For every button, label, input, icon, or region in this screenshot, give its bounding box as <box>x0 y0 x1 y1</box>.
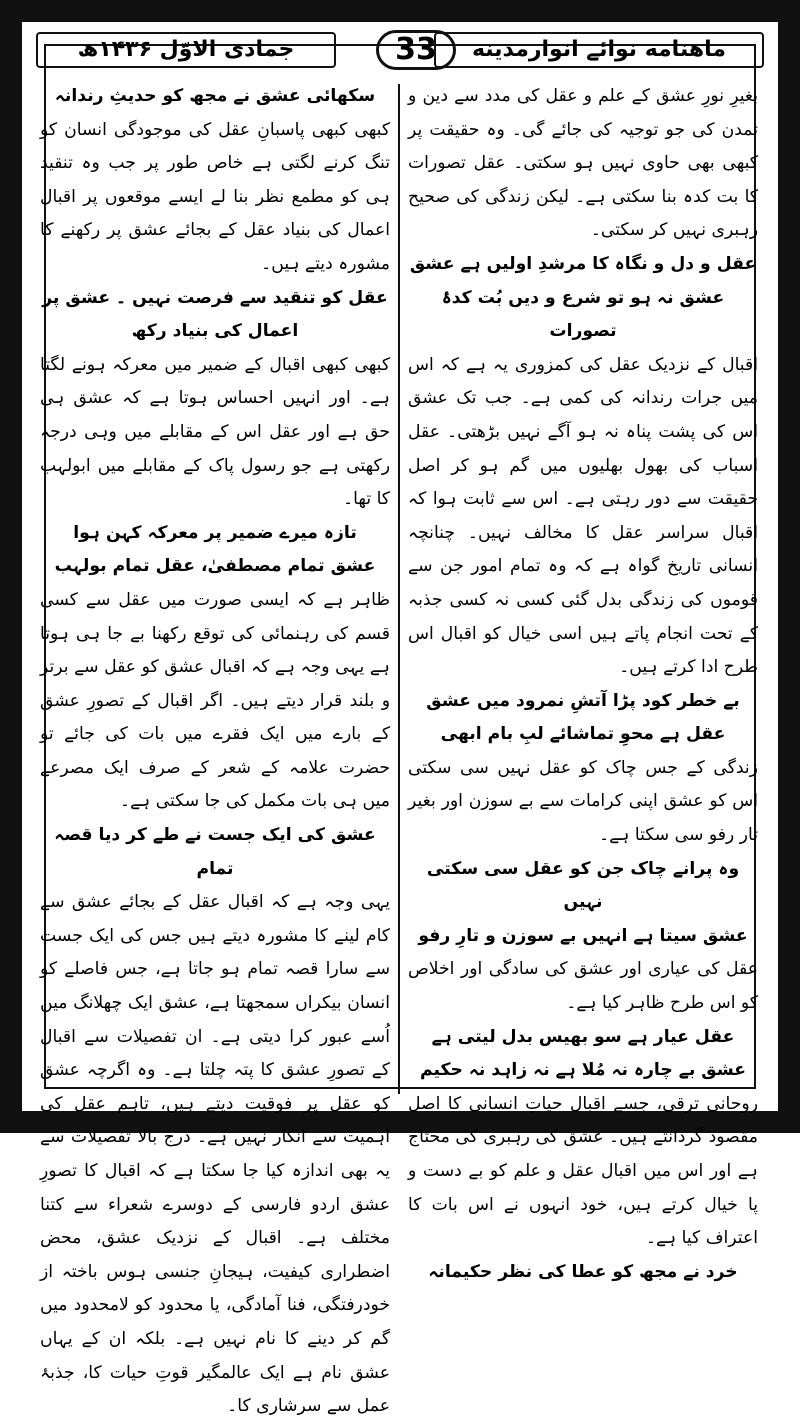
column-divider <box>398 84 400 1094</box>
verse-line: بے خطر کود پڑا آتشِ نمرود میں عشق <box>426 690 740 711</box>
page-number: 33 <box>376 30 456 70</box>
verse-line: عقل ہے محوِ تماشائے لبِ بام ابھی <box>440 724 726 745</box>
prose-paragraph: اقبال کے نزدیک عقل کی کمزوری یہ ہے کہ اس میں جرات رندانہ کی کمی ہے۔ جب تک عشق اس کی پشت پناہ نہ ہو آگے نہیں بڑھتی۔ عقل اسباب کی بھول بھلیوں میں گم ہو کر اصل حقیقت سے دور رہتی ہے۔ اس سے ثابت ہوا کہ اقبال سراسر عقل کا مخالف نہیں۔ چنانچہ انسانی تاریخ گواہ ہے کہ وہ تمام امور جن سے قوموں کی زندگی بدل گئی کسی نہ کسی جذبہ کے تحت انجام پاتے ہیں اسی خیال کو اقبال اس طرح ادا کرتے ہیں۔ <box>408 354 758 678</box>
verse-line: عشق تمام مصطفیٰ، عقل تمام بولہب <box>54 556 376 577</box>
verse-line: عشق نہ ہو تو شرع و دیں بُت کدۂ تصورات <box>441 287 725 342</box>
verse-line: وہ پرانے چاک جن کو عقل سی سکتی نہیں <box>426 858 740 913</box>
prose-paragraph: عقل کی عیاری اور عشق کی سادگی اور اخلاص کو اس طرح ظاہر کیا ہے۔ <box>408 959 758 1014</box>
left-column <box>40 80 390 1424</box>
prose-paragraph: بغیرِ نورِ عشق کے علم و عقل کی مدد سے دین و تمدن کی جو توجیہ کی جائے گی۔ وہ حقیقت پر کبھی بھی حاوی نہیں ہو سکتی۔ عقل تصورات کا بت کدہ بنا سکتی ہے۔ لیکن زندگی کی صحیح رہبری نہیں کر سکتی۔ <box>408 86 758 241</box>
verse-line: سکھائی عشق نے مجھ کو حدیثِ رندانہ <box>54 86 376 106</box>
magazine-title: ماهنامه نوائے انوارمدینه <box>434 32 764 68</box>
prose-paragraph: ظاہر ہے کہ ایسی صورت میں عقل سے کسی قسم کی رہنمائی کی توقع رکھنا بے جا ہی ہوتا ہے یہی وجہ ہے کہ اقبال عشق کو عقل سے برتر و بلند قرار دیتے ہیں۔ اگر اقبال کے تصورِ عشق کے بارے میں ایک فقرے میں بات کی جائے تو حضرت علامہ کے شعر کے صرف ایک مصرعے میں ہی بات مکمل کی جا سکتی ہے۔ <box>40 589 390 812</box>
verse-line: خرد نے مجھ کو عطا کی نظر حکیمانہ <box>428 1261 738 1282</box>
right-column <box>408 80 758 1289</box>
verse-line: عقل عیار ہے سو بھیس بدل لیتی ہے <box>431 1026 735 1047</box>
verse-line: عشق بے چارہ نہ مُلا ہے نہ زاہد نہ حکیم <box>420 1060 746 1081</box>
verse-line: عشق کی ایک جست نے طے کر دیا قصہ تمام <box>54 825 376 879</box>
prose-paragraph: روحانی ترقی، جسے اقبال حیاتِ انسانی کا اصل مقصود گردانتے ہیں۔ عشق کی رہبری کی محتاج ہے اور اس میں اقبال عقل و علم کو بے دست و پا خیال کرتے ہیں، خود انہوں نے اس بات کا اعتراف کیا ہے۔ <box>408 1093 758 1249</box>
prose-paragraph: کبھی کبھی اقبال کے ضمیر میں معرکہ ہونے لگتا ہے۔ اور انہیں احساس ہوتا ہے کہ عشق ہی حق ہے اور عقل اس کے مقابلے میں وہی درجہ رکھتی ہے جو رسول پاک کے مقابلے میں ابولہب کا تھا۔ <box>40 354 390 510</box>
prose-paragraph: زندگی کے جس چاک کو عقل نہیں سی سکتی اس کو عشق اپنی کرامات سے بے سوزن اور بغیر تار رفو سی سکتا ہے۔ <box>408 757 758 846</box>
verse-line: تازہ میرے ضمیر پر معرکہ کہن ہوا <box>73 522 357 543</box>
prose-paragraph: کبھی کبھی پاسبانِ عقل کی موجودگی انسان کو تنگ کرنے لگتی ہے خاص طور پر جب وہ تنقید ہی کو مطمع نظر بنا لے ایسے موقعوں پر اقبال اعمال کی بنیاد عقل کے بجائے عشق پر رکھنے کا مشورہ دیتے ہیں۔ <box>40 119 390 274</box>
prose-paragraph: یہی وجہ ہے کہ اقبال عقل کے بجائے عشق سے کام لینے کا مشورہ دیتے ہیں جس کی ایک جست سے سارا قصہ تمام ہو جاتا ہے، جس فاصلے کو انسان بیکراں سمجھتا ہے، عشق ایک چھلانگ میں اُسے عبور کرا دیتی ہے۔ ان تفصیلات سے اقبال کے تصورِ عشق کا پتہ چلتا ہے۔ وہ اگرچہ عشق کو عقل پر فوقیت دیتے ہیں، تاہم عقل کی اہمیت سے انکار نہیں ہے۔ درج بالا تفصیلات سے یہ بھی اندازہ کیا جا سکتا ہے کہ اقبال کا تصورِ عشق اردو فارسی کے دوسرے شعراء سے کتنا مختلف ہے۔ اقبال کے نزدیک عشق، محض اضطراری کیفیت، ہیجانِ جنسی ہوس باختہ از خودرفتگی، فنا آمادگی، یا محدود کو لامحدود میں گم کر دینے کا نام نہیں ہے۔ بلکہ ان کے یہاں عشق نام ہے ایک عالمگیر قوتِ حیات کا، جذبۂ عمل سے سرشاری کا۔ <box>40 892 390 1417</box>
page-header <box>36 30 764 72</box>
verse-line: عقل و دل و نگاہ کا مرشدِ اولیں ہے عشق <box>409 253 757 274</box>
verse-line: عقل کو تنقید سے فرصت نہیں ۔ عشق پر اعمال کی بنیاد رکھ <box>42 287 388 342</box>
verse-line: عشق سیتا ہے انہیں بے سوزن و تارِ رفو <box>418 925 748 946</box>
issue-date: جمادی الاوّل ۱۴۳۶ھ <box>36 32 336 68</box>
